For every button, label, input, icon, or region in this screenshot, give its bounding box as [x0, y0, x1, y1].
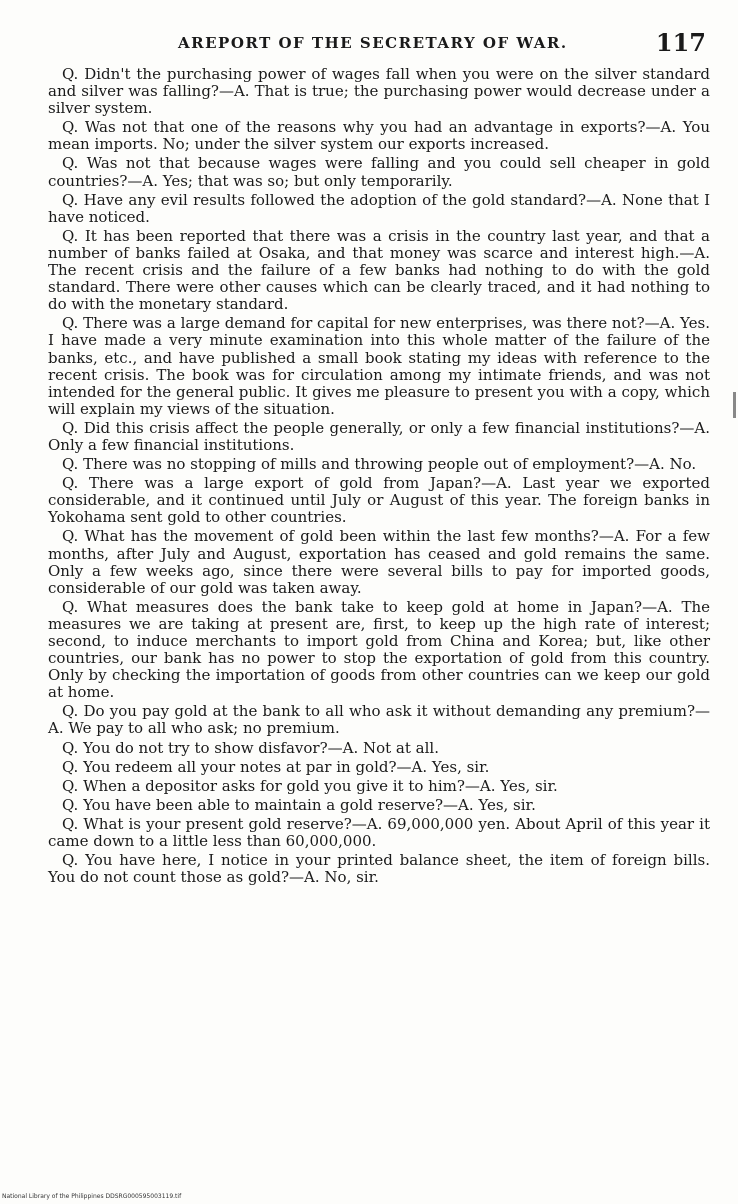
paragraph: Q. It has been reported that there was a crisis in the country last year, and that a number of banks failed at Osaka, and that money was scarce and interest high.—A. The recent crisis and the failure of a few banks had nothing to do with the gold standard. There were other causes which can be clearly traced, and it had nothing to do with the monetary standard.: [48, 226, 710, 314]
paragraph: Q. There was a large export of gold from Japan?—A. Last year we exported considerable, and it continued until July or August of this year. The foreign banks in Yokohama sent gold to other countries.: [48, 474, 710, 527]
paragraph: Q. What is your present gold reserve?—A. 69,000,000 yen. About April of this year it came down to a little less than 60,000,000.: [48, 814, 710, 851]
running-head: AREPORT OF THE SECRETARY OF WAR.: [178, 34, 568, 52]
body-text: [48, 66, 710, 886]
paragraph: Q. Do you pay gold at the bank to all who ask it without demanding any premium?—A. We pay to all who ask; no premium.: [48, 702, 710, 738]
paragraph: Q. What has the movement of gold been within the last few months?—A. For a few months, after July and August, exportation has ceased and gold remains the same. Only a few weeks ago, since there were several bills to pay for imported goods, considerable of our gold was taken away.: [48, 527, 710, 597]
paragraph: Q. You have here, I notice in your printed balance sheet, the item of foreign bills. You do not count those as gold?—A. No, sir.: [48, 851, 710, 887]
scan-margin-mark: [733, 392, 736, 418]
paragraph: Q. Was not that one of the reasons why you had an advantage in exports?—A. You mean imports. No; under the silver system our exports increased.: [48, 118, 710, 154]
paragraph: Q. Was not that because wages were falling and you could sell cheaper in gold countries?—A. Yes; that was so; but only temporarily.: [48, 154, 710, 190]
page-header: [48, 28, 710, 58]
document-page: [48, 28, 710, 888]
paragraph: Q. Did this crisis affect the people generally, or only a few financial institutions?—A. Only a few financial institutions.: [48, 418, 710, 454]
paragraph: Q. There was a large demand for capital for new enterprises, was there not?—A. Yes. I have made a very minute examination into this whole matter of the failure of the banks, etc., and have published a small book stating my ideas with reference to the recent crisis. The book was for circulation among my intimate friends, and was not intended for the general public. It gives me pleasure to present you with a copy, which will explain my views of the situation.: [48, 314, 710, 418]
paragraph: Q. There was no stopping of mills and throwing people out of employment?—A. No.: [62, 455, 697, 474]
page-number: 117: [655, 28, 706, 57]
paragraph: Q. Have any evil results followed the adoption of the gold standard?—A. None that I have noticed.: [48, 190, 710, 226]
paragraph: Q. You do not try to show disfavor?—A. Not at all.: [62, 738, 439, 757]
paragraph: Q. What measures does the bank take to keep gold at home in Japan?—A. The measures we are taking at present are, first, to keep up the high rate of interest; second, to induce merchants to import gold from China and Korea; but, like other countries, our bank has no power to stop the exportation of gold from this country. Only by checking the importation of goods from other countries can we keep our gold at home.: [48, 597, 710, 702]
paragraph: Q. When a depositor asks for gold you give it to him?—A. Yes, sir.: [62, 776, 558, 795]
paragraph: Q. Didn't the purchasing power of wages fall when you were on the silver standard and silver was falling?—A. That is true; the purchasing power would decrease under a silver system.: [48, 65, 710, 118]
scan-footer: National Library of the Philippines DDSRG000595003119.tif: [2, 1193, 182, 1200]
paragraph: Q. You have been able to maintain a gold reserve?—A. Yes, sir.: [62, 795, 536, 814]
paragraph: Q. You redeem all your notes at par in gold?—A. Yes, sir.: [62, 757, 490, 776]
